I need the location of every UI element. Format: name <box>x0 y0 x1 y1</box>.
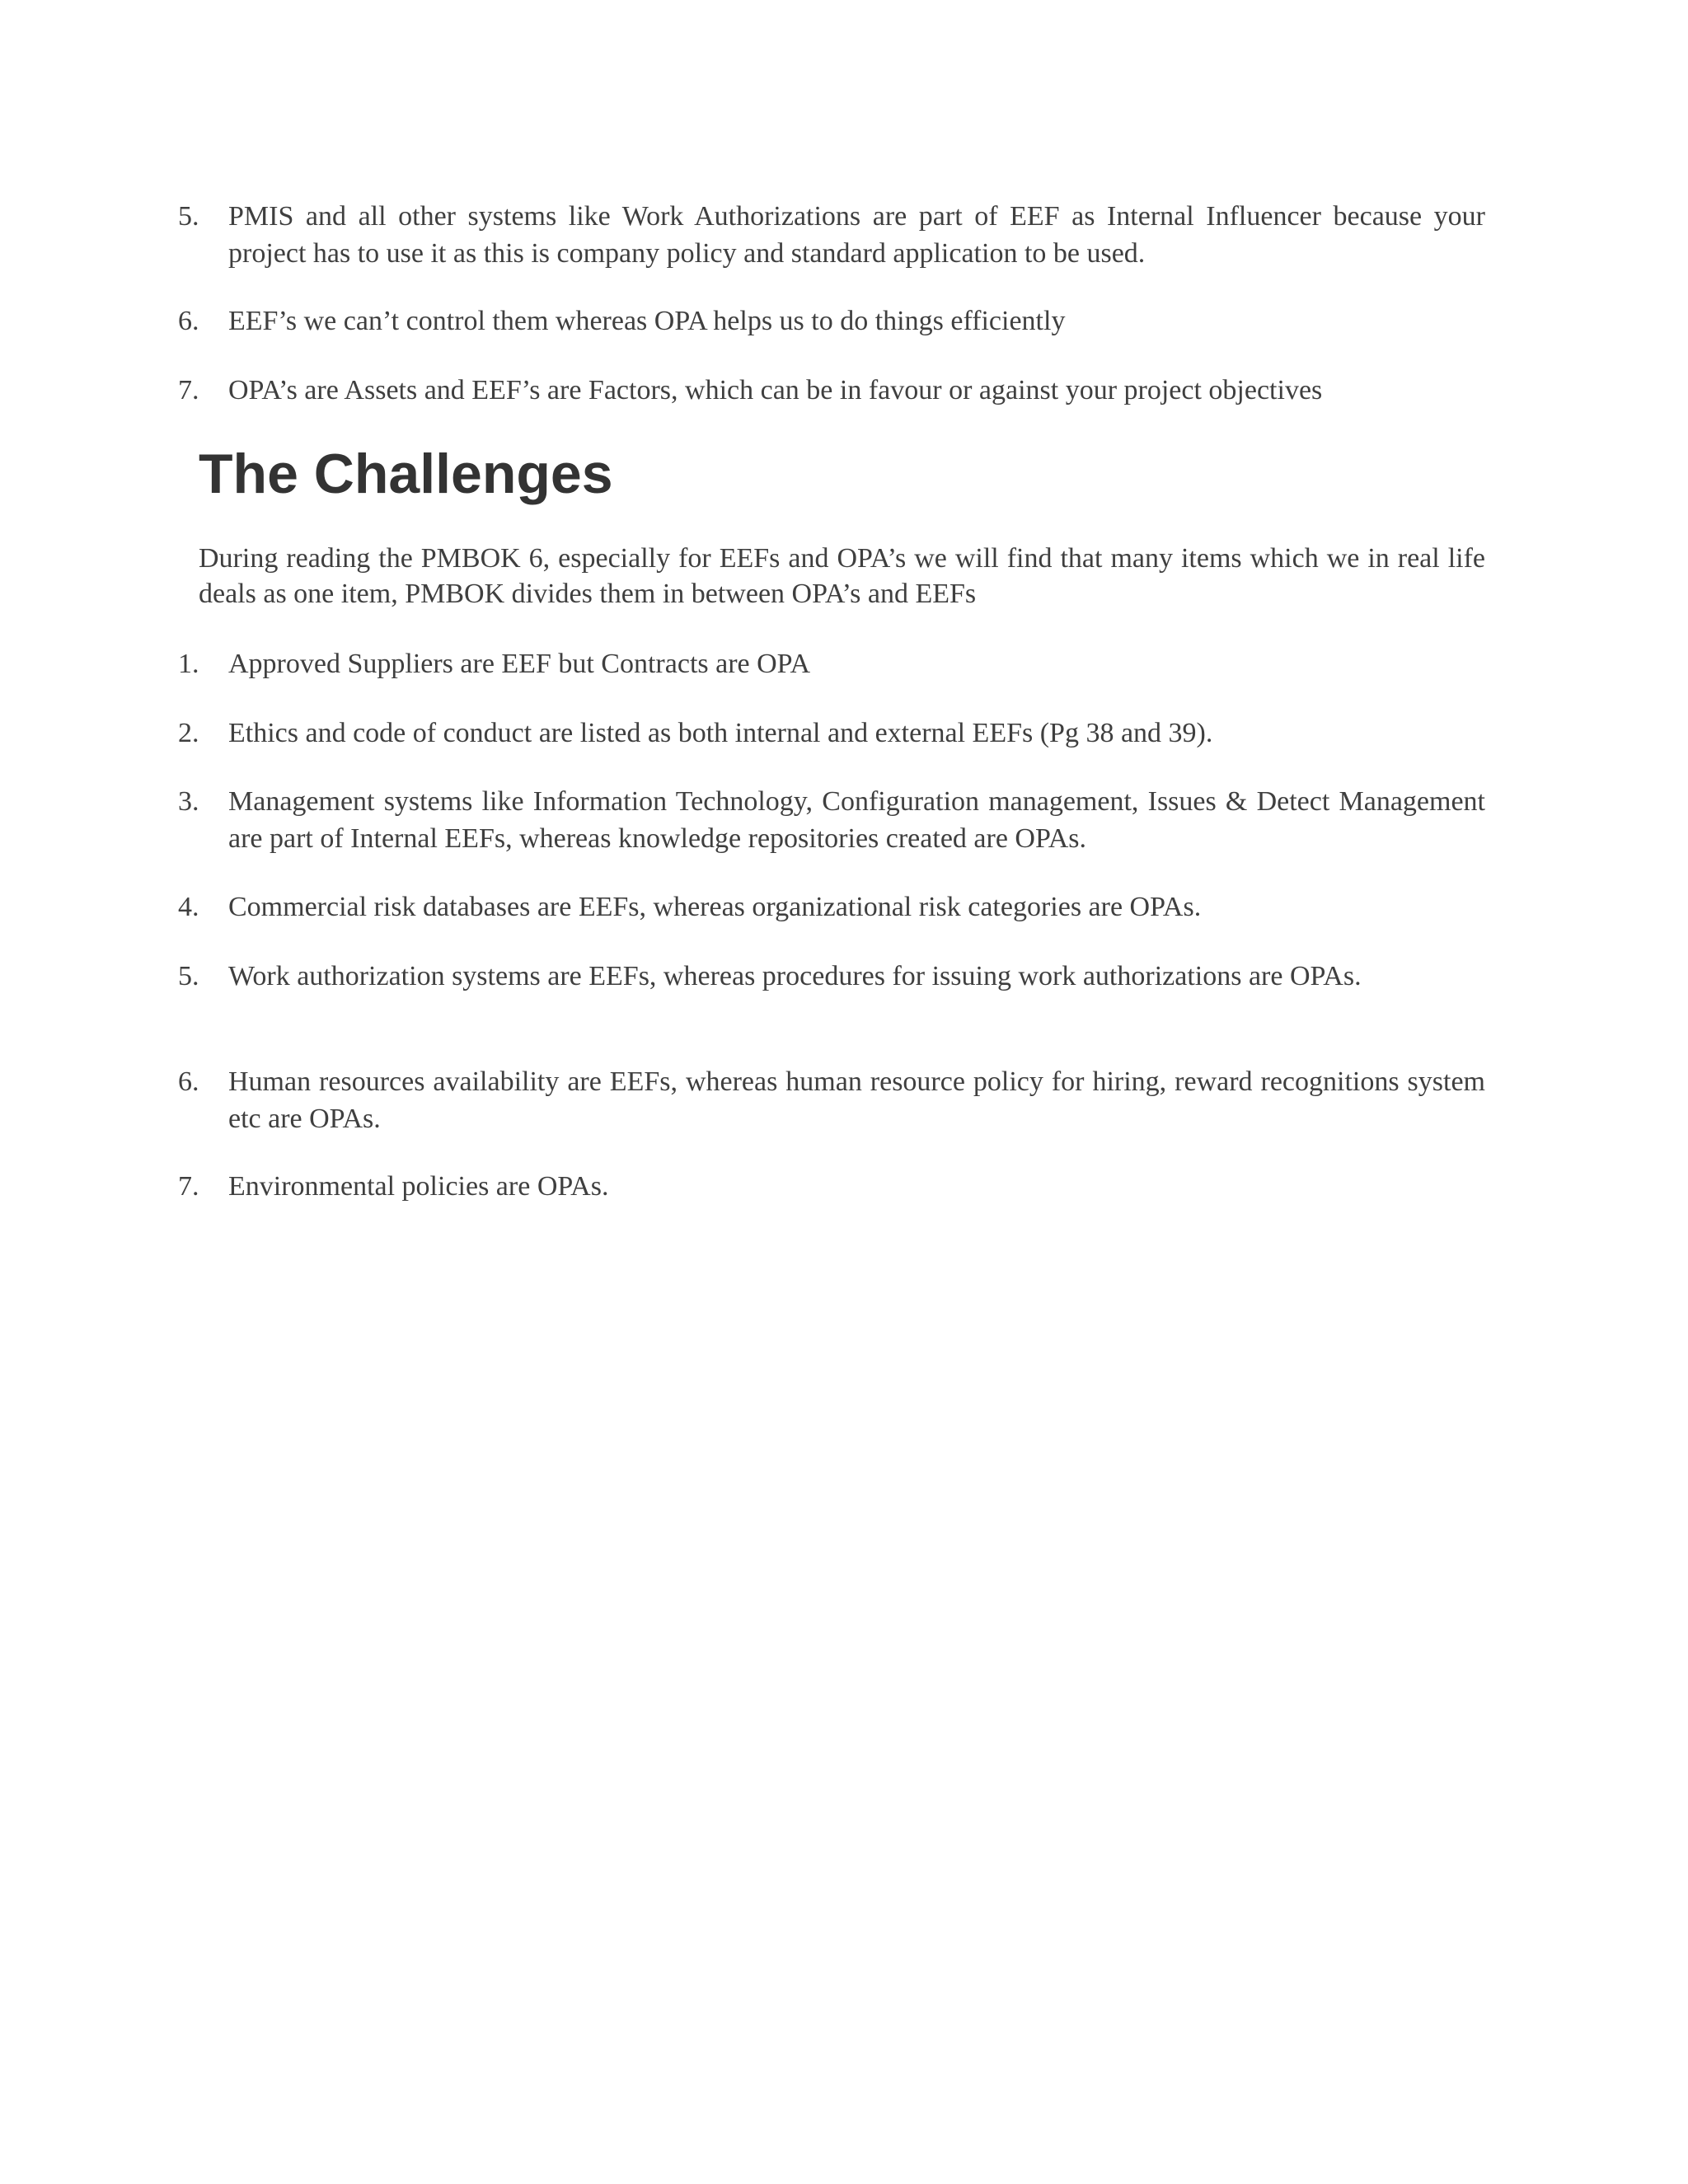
list-item-text: Work authorization systems are EEFs, whereas procedures for issuing work authorizations are OPAs. <box>228 961 1362 991</box>
list-item-number: 3. <box>178 786 199 817</box>
list-item-number: 7. <box>178 375 199 405</box>
list-item-number: 1. <box>178 649 199 679</box>
list-item-text: Management systems like Information Technology, Configuration management, Issues & Detect Management are part of Internal EEFs, whereas knowledge repositories created are OPAs. <box>228 786 1485 854</box>
list-item-text: EEF’s we can’t control them whereas OPA helps us to do things efficiently <box>228 306 1066 336</box>
list-item-number: 4. <box>178 892 199 922</box>
list-item-text: PMIS and all other systems like Work Authorizations are part of EEF as Internal Influencer because your project has to use it as this is company policy and standard application to be used. <box>228 201 1485 269</box>
list-item-text: Environmental policies are OPAs. <box>228 1171 609 1202</box>
list-item-text: Commercial risk databases are EEFs, whereas organizational risk categories are OPAs. <box>228 892 1202 922</box>
list-item-number: 6. <box>178 1066 199 1097</box>
list-item-number: 6. <box>178 306 199 336</box>
list-item-number: 5. <box>178 201 199 232</box>
list-item-number: 7. <box>178 1171 199 1202</box>
list-item-number: 2. <box>178 718 199 748</box>
section-intro: During reading the PMBOK 6, especially for EEFs and OPA’s we will find that many items which we in real life deals as one item, PMBOK divides them in between OPA’s and EEFs <box>199 543 1485 609</box>
list-item-text: Ethics and code of conduct are listed as both internal and external EEFs (Pg 38 and 39). <box>228 718 1213 748</box>
section-heading: The Challenges <box>199 443 613 505</box>
list-item-text: Approved Suppliers are EEF but Contracts are OPA <box>228 649 811 679</box>
list-item-number: 5. <box>178 961 199 991</box>
list-item-text: Human resources availability are EEFs, whereas human resource policy for hiring, reward recognitions system etc are OPAs. <box>228 1066 1485 1134</box>
list-item-text: OPA’s are Assets and EEF’s are Factors, which can be in favour or against your project objectives <box>228 375 1323 405</box>
